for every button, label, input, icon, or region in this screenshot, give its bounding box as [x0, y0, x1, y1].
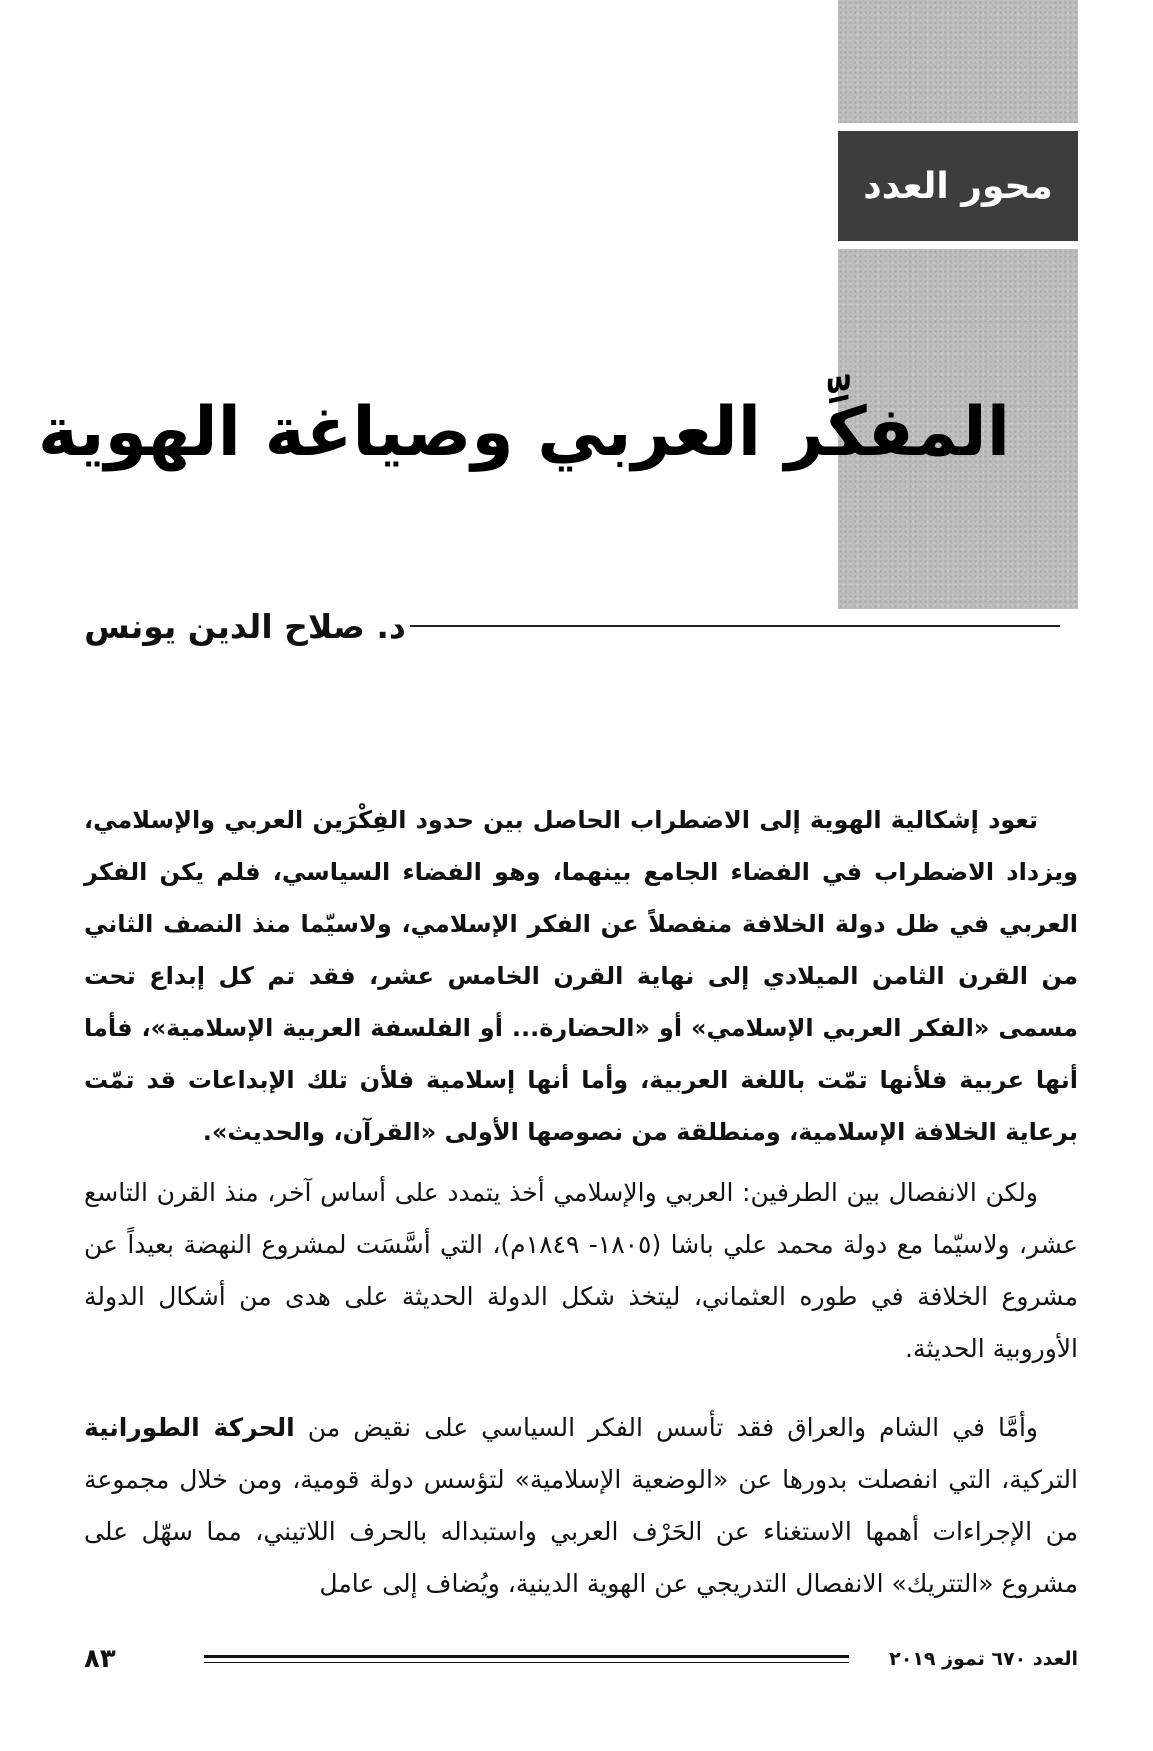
decorative-grey-strip-top — [838, 0, 1078, 123]
author-row — [80, 598, 1080, 654]
paragraph-3-start: وأمَّا في الشام والعراق فقد تأسس الفكر السياسي على نقيض من — [294, 1413, 1038, 1442]
page-footer — [84, 1644, 1078, 1674]
author-divider — [410, 625, 1060, 627]
issue-info: العدد ٦٧٠ تموز ٢٠١٩ — [889, 1648, 1078, 1670]
article-title: المفكِّر العربي وصياغة الهوية — [37, 393, 1010, 472]
section-label: محور العدد — [863, 165, 1053, 207]
paragraph-2: ولكن الانفصال بين الطرفين: العربي والإسلامي أخذ يتمدد على أساس آخر، منذ القرن التاسع عشر، ولاسيّما مع دولة محمد علي باشا (١٨٠٥- ١٨٤٩م)، التي أسَّسَت لمشروع النهضة بعيداً عن مشروع الخلافة في طوره العثماني، ليتخذ شكل الدولة الحديثة على هدى من أشكال الدولة الأوروبية الحديثة. — [84, 1178, 1078, 1363]
section-banner — [838, 131, 1078, 241]
paragraph-1: تعود إشكالية الهوية إلى الاضطراب الحاصل بين حدود الفِكْرَين العربي والإسلامي، ويزداد الاضطراب في الفضاء الجامع بينهما، وهو الفضاء السياسي، فلم يكن الفكر العربي في ظل دولة الخلافة منفصلاً عن الفكر الإسلامي، ولاسيّما منذ النصف الثاني من القرن الثامن الميلادي إلى نهاية القرن الخامس عشر، فقد تم كل إبداع تحت مسمى «الفكر العربي الإسلامي» أو «الحضارة... أو الفلسفة العربية الإسلامية»، فأما أنها عربية فلأنها تمّت باللغة العربية، وأما أنها إسلامية فلأن تلك الإبداعات قد تمّت برعاية الخلافة الإسلامية، ومنطلقة من نصوصها الأولى «القرآن، والحديث». — [84, 806, 1078, 1146]
paragraph-3 — [84, 1402, 1078, 1610]
paragraph-3-bold: الحركة الطورانية — [84, 1413, 295, 1442]
page-number: ٨٣ — [84, 1644, 116, 1674]
paragraph-3-end: التركية، التي انفصلت بدورها عن «الوضعية الإسلامية» لتؤسس دولة قومية، ومن خلال مجموعة من الإجراءات أهمها الاستغناء عن الحَرْف العربي واستبداله بالحرف اللاتيني، مما سهّل على مشروع «التتريك» الانفصال التدريجي عن الهوية الدينية، ويُضاف إلى عامل — [84, 1465, 1078, 1598]
author-name: د. صلاح الدين يونس — [84, 606, 406, 646]
footer-rule — [204, 1655, 849, 1663]
